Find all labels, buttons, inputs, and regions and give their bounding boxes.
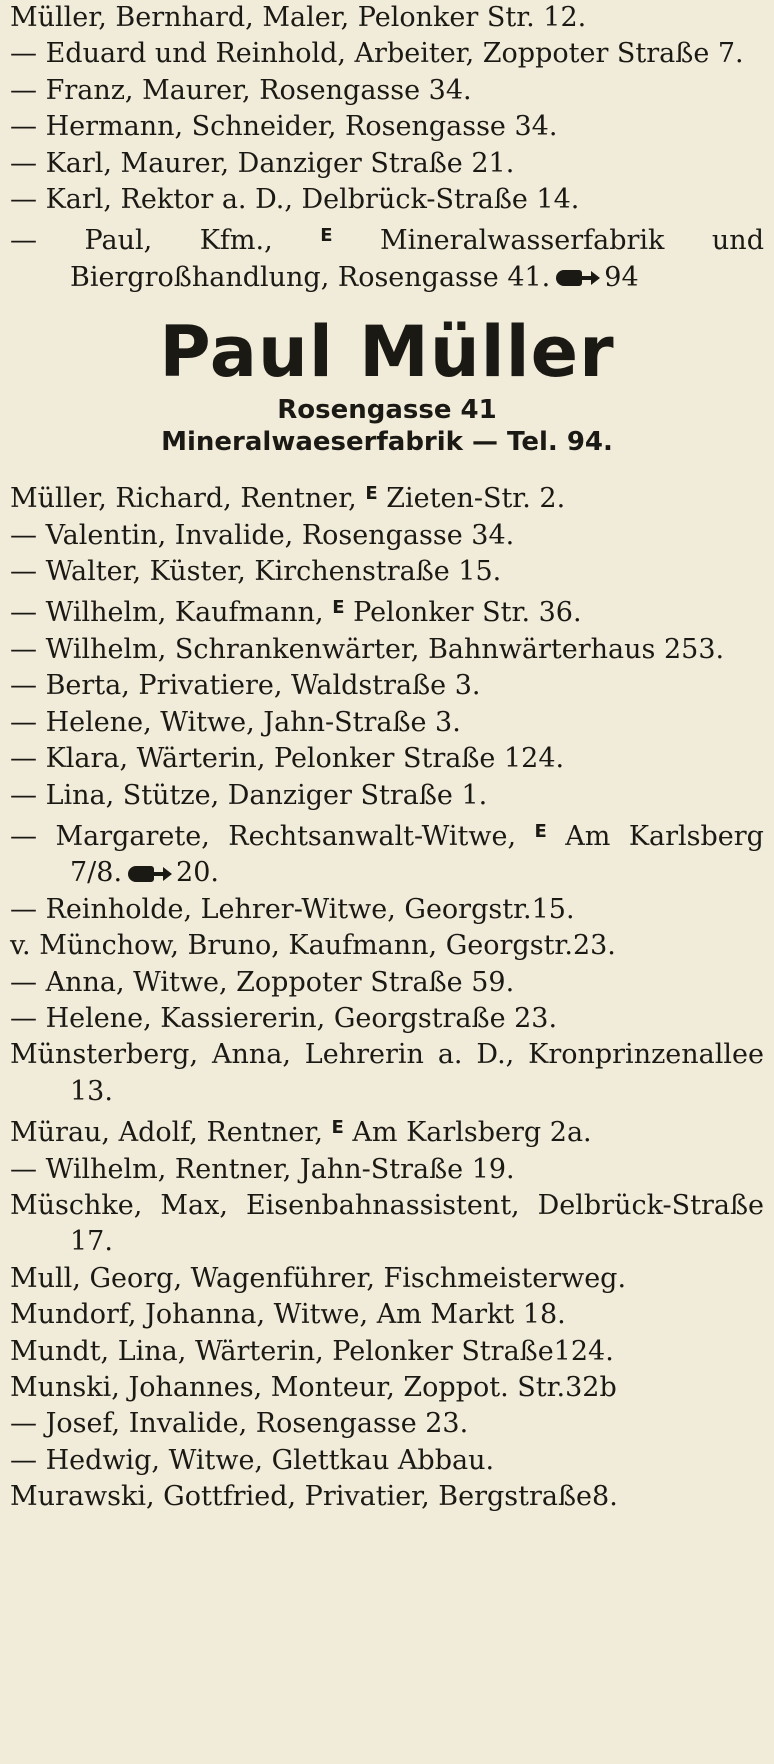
telephone-icon <box>128 864 172 884</box>
entry-muensterberg-anna <box>10 1037 764 1110</box>
entry-text: — Walter, Küster, Kirchenstraße 15. <box>10 556 502 588</box>
entry-mueller-bernhard <box>10 0 764 36</box>
entry-text: Mürau, Adolf, Rentner, <box>10 1117 323 1149</box>
phone-number: 20. <box>176 857 219 889</box>
entry-mueller-valentin <box>10 518 764 554</box>
entry-text: Zieten-Str. 2. <box>386 483 566 515</box>
entry-text: Müschke, Max, Eisenbahnassistent, Delbrück-Straße 17. <box>10 1189 764 1258</box>
entry-mueller-klara <box>10 741 764 777</box>
entry-text: — Valentin, Invalide, Rosengasse 34. <box>10 519 515 551</box>
entry-text: — Karl, Rektor a. D., Delbrück-Straße 14. <box>10 184 580 216</box>
telephone-icon <box>556 268 600 288</box>
e-mark: E <box>534 820 547 842</box>
entry-mueller-franz <box>10 73 764 109</box>
entry-text: v. Münchow, Bruno, Kaufmann, Georgstr.23. <box>10 930 616 962</box>
entry-text: Müller, Richard, Rentner, <box>10 483 357 515</box>
entry-text: — Reinholde, Lehrer-Witwe, Georgstr.15. <box>10 893 575 925</box>
entry-text: — Eduard und Reinhold, Arbeiter, Zoppoter Straße 7. <box>10 38 744 70</box>
e-mark: E <box>365 483 378 505</box>
entry-text: — Wilhelm, Rentner, Jahn-Straße 19. <box>10 1153 515 1185</box>
ad-title: Paul Müller <box>159 311 615 394</box>
entry-text: Mineralwasserfabrik und Biergroßhandlung, Rosengasse 41. <box>70 225 764 293</box>
entry-mueller-wilhelm-schranken <box>10 632 764 668</box>
entry-mundt-lina <box>10 1334 764 1370</box>
ad-business: Mineralwaeserfabrik — Tel. 94. <box>161 427 613 458</box>
entry-text: Munski, Johannes, Monteur, Zoppot. Str.32b <box>10 1372 617 1403</box>
entry-text: — Berta, Privatiere, Waldstraße 3. <box>10 670 481 702</box>
entry-mueller-walter <box>10 554 764 590</box>
entry-mueller-richard <box>10 476 764 517</box>
advertisement-block <box>0 310 774 458</box>
entry-muerau-adolf <box>10 1110 764 1151</box>
e-mark: E <box>332 597 345 619</box>
entry-mueller-margarete <box>10 814 764 892</box>
entry-muenchow-bruno <box>10 928 764 964</box>
entry-text: Mull, Georg, Wagenführer, Fischmeisterweg. <box>10 1262 627 1294</box>
entry-mueller-eduard <box>10 36 764 72</box>
entry-murawski-gottfried <box>10 1479 764 1515</box>
e-mark: E <box>331 1117 344 1139</box>
entry-mull-georg <box>10 1261 764 1297</box>
entry-mueller-karl-rektor <box>10 182 764 218</box>
entry-text: — Paul, Kfm., <box>10 225 273 257</box>
entry-mueller-hermann <box>10 109 764 145</box>
entry-text: — Lina, Stütze, Danziger Straße 1. <box>10 779 488 811</box>
entry-text: Am Karlsberg 7/8. <box>70 820 764 889</box>
directory-list <box>10 0 764 1516</box>
entry-munski-josef <box>10 1406 764 1442</box>
ad-address: Rosengasse 41 <box>277 395 497 426</box>
entry-mueller-berta <box>10 668 764 704</box>
entry-text: — Margarete, Rechtsanwalt-Witwe, <box>10 820 517 852</box>
entry-text: Mundt, Lina, Wärterin, Pelonker Straße124. <box>10 1335 614 1367</box>
entry-text: — Franz, Maurer, Rosengasse 34. <box>10 74 472 106</box>
entry-text: Münsterberg, Anna, Lehrerin a. D., Kronprinzenallee 13. <box>10 1039 764 1107</box>
entry-text: Müller, Bernhard, Maler, Pelonker Str. 12. <box>10 2 587 33</box>
entry-text: — Helene, Witwe, Jahn-Straße 3. <box>10 706 461 738</box>
entry-mueller-reinholde <box>10 892 764 928</box>
entry-text: — Josef, Invalide, Rosengasse 23. <box>10 1408 469 1440</box>
entry-text: — Wilhelm, Schrankenwärter, Bahnwärterhaus 253. <box>10 633 725 665</box>
entry-muenchow-helene <box>10 1001 764 1037</box>
entry-text: — Hermann, Schneider, Rosengasse 34. <box>10 111 558 143</box>
entry-muenchow-anna <box>10 965 764 1001</box>
entry-mundorf-johanna <box>10 1297 764 1333</box>
entry-text: Am Karlsberg 2a. <box>352 1117 592 1149</box>
entry-text: Mundorf, Johanna, Witwe, Am Markt 18. <box>10 1299 566 1331</box>
e-mark: E <box>320 225 333 247</box>
phone-number: 94 <box>604 261 639 293</box>
entry-muerau-wilhelm <box>10 1152 764 1188</box>
entry-mueller-wilhelm-kaufmann <box>10 590 764 631</box>
entry-munski-hedwig <box>10 1443 764 1479</box>
entry-text: — Klara, Wärterin, Pelonker Straße 124. <box>10 743 565 775</box>
entry-text: — Anna, Witwe, Zoppoter Straße 59. <box>10 966 515 998</box>
entry-text: — Hedwig, Witwe, Glettkau Abbau. <box>10 1444 495 1476</box>
entry-mueschke-max <box>10 1188 764 1261</box>
entry-text: — Karl, Maurer, Danziger Straße 21. <box>10 147 515 179</box>
entry-text: Pelonker Str. 36. <box>353 597 582 629</box>
entry-text: — Helene, Kassiererin, Georgstraße 23. <box>10 1002 558 1034</box>
entry-munski-johannes <box>10 1370 764 1406</box>
entry-mueller-lina <box>10 778 764 814</box>
entry-text: Murawski, Gottfried, Privatier, Bergstraße8. <box>10 1481 618 1513</box>
entry-mueller-paul <box>10 218 764 296</box>
entry-mueller-helene <box>10 705 764 741</box>
entry-mueller-karl-maurer <box>10 146 764 182</box>
entry-text: — Wilhelm, Kaufmann, <box>10 597 324 629</box>
